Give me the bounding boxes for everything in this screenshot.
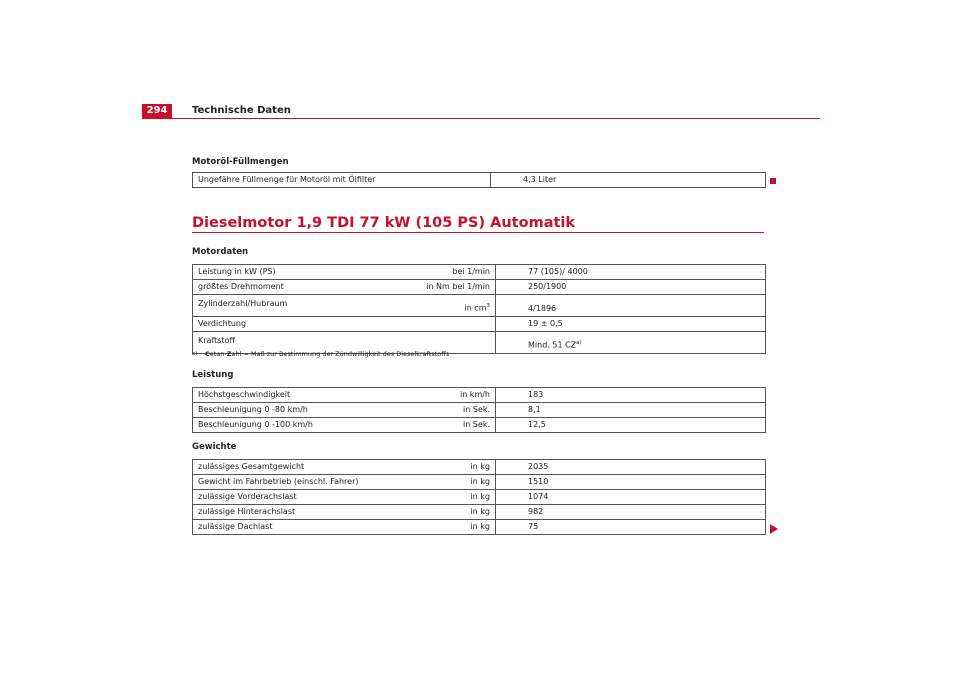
footnote (192, 349, 449, 359)
row-unit: in km/h (403, 388, 496, 403)
row-value: 183 (496, 388, 766, 403)
footnote-text: ahl = Maß zur Bestimmung der Zündwilligkeit des Dieselkraftstoffs (231, 350, 450, 358)
header-rule (142, 118, 820, 119)
row-label: zulässige Dachlast (198, 522, 273, 531)
continue-arrow-icon (770, 524, 778, 534)
row-unit (403, 295, 496, 317)
row-unit: in Nm bei 1/min (403, 280, 496, 295)
row-value: 77 (105)/ 4000 (496, 265, 766, 280)
page-header-title: Technische Daten (192, 105, 291, 116)
footnote-c: C (205, 350, 210, 358)
value-text: Mind. 51 CZ (528, 341, 577, 350)
row-label: Kraftstoff (198, 336, 235, 345)
table-row (193, 460, 766, 475)
table-row (193, 265, 766, 280)
row-value (496, 332, 766, 354)
table-row (193, 295, 766, 317)
row-value: 75 (528, 522, 539, 531)
row-unit: in kg (403, 520, 496, 535)
weights-table (192, 459, 766, 535)
row-label: größtes Drehmoment (193, 280, 404, 295)
footnote-z: Z (226, 350, 232, 358)
chapter-rule (192, 232, 764, 233)
row-unit: bei 1/min (403, 265, 496, 280)
row-label: Gewicht im Fahrbetrieb (einschl. Fahrer) (193, 475, 404, 490)
row-value: 2035 (496, 460, 766, 475)
unit-superscript: 3 (486, 303, 490, 310)
row-unit (403, 317, 496, 332)
table-row (193, 490, 766, 505)
table-row (193, 280, 766, 295)
row-value: 1510 (496, 475, 766, 490)
row-unit: in kg (403, 475, 496, 490)
row-unit: in kg (403, 505, 496, 520)
engine-table (192, 264, 766, 354)
row-label: zulässiges Gesamtgewicht (193, 460, 404, 475)
table-row (193, 520, 766, 535)
table-row (193, 505, 766, 520)
row-value: 4/1896 (496, 295, 766, 317)
row-label: Zylinderzahl/Hubraum (193, 295, 404, 317)
chapter-title: Dieselmotor 1,9 TDI 77 kW (105 PS) Automatik (192, 215, 576, 231)
table-row (193, 475, 766, 490)
row-unit: in kg (403, 490, 496, 505)
row-label: zulässige Vorderachslast (193, 490, 404, 505)
row-value: 250/1900 (496, 280, 766, 295)
row-label: Beschleunigung 0 -80 km/h (193, 403, 404, 418)
row-label: Beschleunigung 0 -100 km/h (198, 420, 313, 429)
row-label: zulässige Hinterachslast (193, 505, 404, 520)
page-number-badge: 294 (142, 104, 172, 118)
row-value: 12,5 (528, 420, 546, 429)
row-value: 982 (496, 505, 766, 520)
table-row (193, 388, 766, 403)
oil-table (192, 172, 766, 188)
unit-text: in cm (464, 304, 487, 313)
row-label: Verdichtung (193, 317, 404, 332)
footnote-etan: etan- (209, 350, 227, 358)
oil-section-title: Motoröl-Füllmengen (192, 157, 289, 167)
row-label: Höchstgeschwindigkeit (193, 388, 404, 403)
oil-label: Ungefähre Füllmenge für Motoröl mit Ölfilter (193, 173, 491, 188)
row-unit: in kg (403, 460, 496, 475)
performance-table (192, 387, 766, 433)
engine-section-title: Motordaten (192, 247, 249, 257)
footnote-ref: a) (576, 340, 582, 347)
oil-value: 4,3 Liter (523, 175, 557, 184)
performance-section-title: Leistung (192, 370, 234, 380)
weights-section-title: Gewichte (192, 442, 237, 452)
row-value: 1074 (496, 490, 766, 505)
table-row (193, 403, 766, 418)
table-row (193, 418, 766, 433)
row-label: Leistung in kW (PS) (193, 265, 404, 280)
row-unit: in Sek. (403, 403, 496, 418)
row-value: 19 ± 0,5 (496, 317, 766, 332)
row-unit: in Sek. (403, 418, 496, 433)
table-row (193, 317, 766, 332)
row-value: 8,1 (496, 403, 766, 418)
table-row (193, 173, 766, 188)
footnote-mark: a) (192, 351, 198, 357)
end-of-section-marker (770, 178, 776, 184)
